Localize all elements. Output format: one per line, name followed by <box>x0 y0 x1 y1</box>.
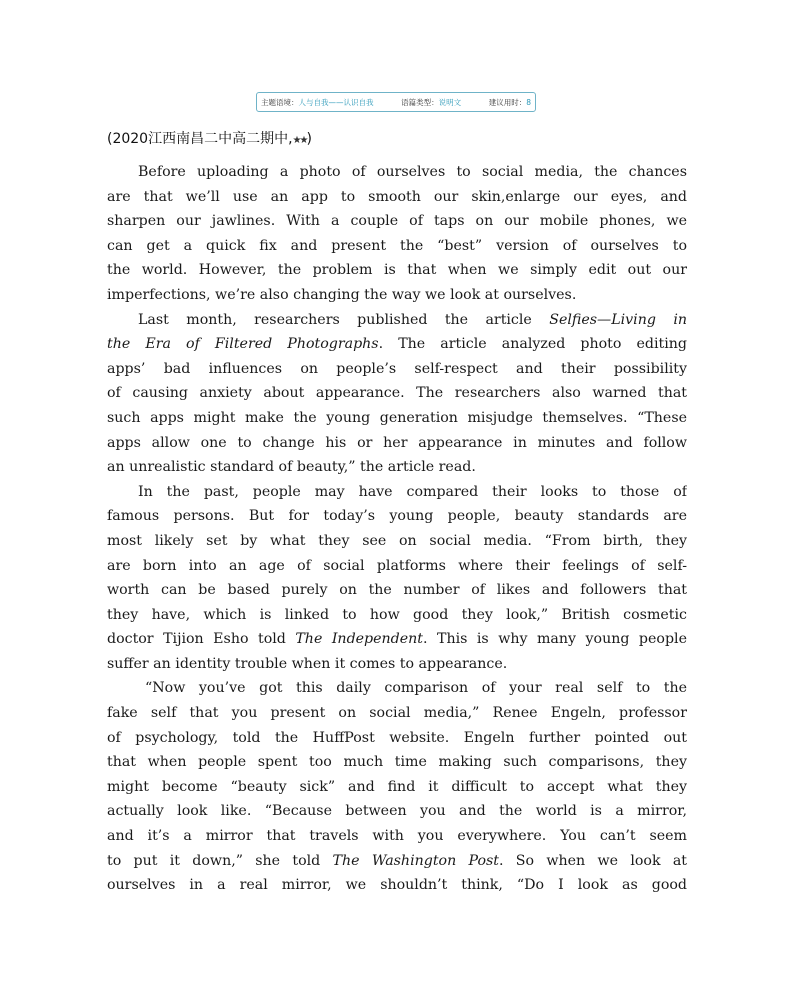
text-line: imperfections, we’re also changing the way we look at ourselves. <box>107 286 577 303</box>
text-line: suffer an identity trouble when it comes to appearance. <box>107 655 508 672</box>
text-line: such apps might make the young generation misjudge themselves. “These <box>107 409 687 426</box>
text-line: are that we’ll use an app to smooth our skin,enlarge our eyes, and <box>107 188 687 205</box>
topic-info-bar <box>256 92 536 112</box>
text-run: doctor Tijion Esho told <box>107 631 296 648</box>
text-line <box>107 627 687 652</box>
text-run: . So when we look at <box>499 852 687 869</box>
text-line: the world. However, the problem is that when we simply edit out our <box>107 262 687 279</box>
difficulty-star-icon: ★★ <box>292 135 307 146</box>
text-line: sharpen our jawlines. With a couple of taps on our mobile phones, we <box>107 213 687 230</box>
text-line: apps allow one to change his or her appearance in minutes and follow <box>107 434 687 451</box>
text-line: fake self that you present on social media,” Renee Engeln, professor <box>107 705 687 722</box>
text-line: “Now you’ve got this daily comparison of your real self to the <box>145 680 687 697</box>
type-value: 说明文 <box>438 97 462 107</box>
text-line: ourselves in a real mirror, we shouldn’t think, “Do I look as good <box>107 877 687 894</box>
text-run: Last month, researchers published the article <box>138 311 550 328</box>
text-line: Before uploading a photo of ourselves to social media, the chances <box>138 164 687 180</box>
theme-value: 人与自我——认识自我 <box>298 97 374 107</box>
text-run: to put it down,” she told <box>107 852 333 869</box>
text-run: . This is why many young people <box>422 631 687 648</box>
text-line: famous persons. But for today’s young people, beauty standards are <box>107 508 687 525</box>
publication-name: The Washington Post <box>332 852 499 869</box>
source-suffix: ) <box>306 131 312 147</box>
suggested-time <box>489 97 531 108</box>
time-value: 8 <box>526 97 531 107</box>
text-line: might become “beauty sick” and find it difficult to accept what they <box>107 778 687 795</box>
article-title: the Era of Filtered Photographs <box>107 336 379 353</box>
text-line <box>107 332 687 357</box>
text-line: can get a quick fix and present the “best” version of ourselves to <box>107 237 687 254</box>
text-line: that when people spent too much time making such comparisons, they <box>107 754 687 771</box>
text-line <box>107 849 687 874</box>
text-line: In the past, people may have compared their looks to those of <box>138 483 687 500</box>
text-line: worth can be based purely on the number of likes and followers that <box>107 582 687 599</box>
text-line: they have, which is linked to how good they look,” British cosmetic <box>107 606 687 623</box>
theme-context <box>261 97 374 108</box>
text-line: apps’ bad influences on people’s self-respect and their possibility <box>107 360 687 377</box>
text-run: . The article analyzed photo editing <box>378 336 687 353</box>
time-label: 建议用时： <box>488 97 527 107</box>
text-line: of causing anxiety about appearance. The researchers also warned that <box>107 385 687 402</box>
text-line: most likely set by what they see on social media. “From birth, they <box>107 532 687 549</box>
text-line: and it’s a mirror that travels with you everywhere. You can’t seem <box>107 828 687 845</box>
article-body <box>107 160 687 898</box>
text-type <box>401 97 461 108</box>
source-prefix: (2020江西南昌二中高二期中, <box>107 131 293 147</box>
text-line: of psychology, told the HuffPost website. Engeln further pointed out <box>107 729 687 746</box>
theme-label: 主题语境： <box>261 97 299 107</box>
source-citation <box>107 128 312 148</box>
text-line: are born into an age of social platforms where their feelings of self- <box>107 557 687 574</box>
publication-name: The Independent <box>295 631 423 648</box>
text-line: actually look like. “Because between you and the world is a mirror, <box>107 803 687 820</box>
article-title: Selfies—Living in <box>549 311 687 328</box>
type-label: 语篇类型： <box>401 97 439 107</box>
text-line: an unrealistic standard of beauty,” the article read. <box>107 459 476 476</box>
text-line <box>107 308 687 333</box>
